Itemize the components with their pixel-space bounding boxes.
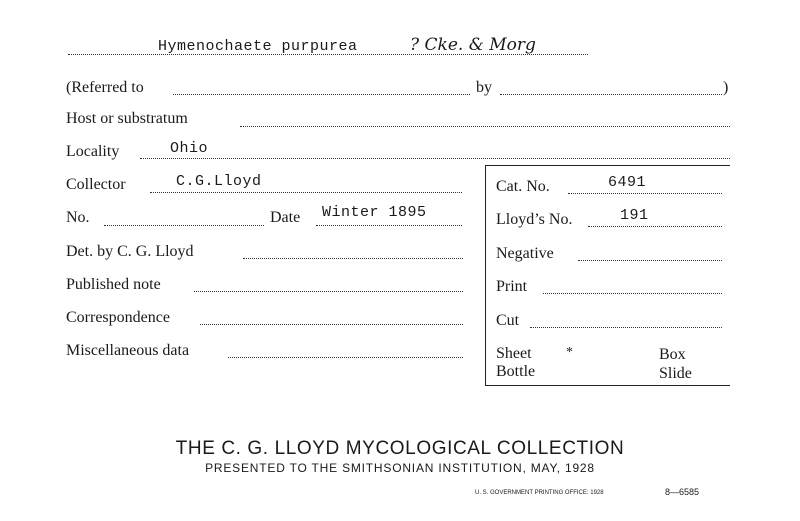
published-label: Published note xyxy=(66,276,161,293)
collection-subtitle: PRESENTED TO THE SMITHSONIAN INSTITUTION, MAY, 1928 xyxy=(205,461,595,475)
cat-no-line xyxy=(568,193,722,194)
published-line xyxy=(194,291,463,292)
host-label: Host or substratum xyxy=(66,110,188,127)
det-line xyxy=(243,258,463,259)
host-line xyxy=(240,126,730,127)
negative-line xyxy=(578,260,722,261)
print-label: Print xyxy=(496,278,528,295)
collection-title: THE C. G. LLOYD MYCOLOGICAL COLLECTION xyxy=(175,438,625,459)
referred-to-line xyxy=(173,94,470,95)
printing-office-note: U. S. GOVERNMENT PRINTING OFFICE: 1928 xyxy=(475,490,604,496)
referred-to-label: (Referred to xyxy=(66,79,144,96)
cut-line xyxy=(530,327,722,328)
locality-line xyxy=(140,158,730,159)
by-label: by xyxy=(476,79,492,96)
species-annotation: ? Cke. & Morg xyxy=(410,35,536,55)
sheet-mark: * xyxy=(566,345,573,360)
print-line xyxy=(543,293,722,294)
lloyds-no-value: 191 xyxy=(620,207,649,224)
form-number: 8—6585 xyxy=(665,487,700,497)
lloyds-no-line xyxy=(588,226,722,227)
collector-value: C.G.Lloyd xyxy=(176,173,262,190)
sheet-label: Sheet xyxy=(496,345,532,362)
det-label: Det. by C. G. Lloyd xyxy=(66,243,194,260)
negative-label: Negative xyxy=(496,245,554,262)
misc-line xyxy=(228,357,463,358)
box-label: Box xyxy=(659,346,686,363)
locality-label: Locality xyxy=(66,143,120,160)
correspondence-line xyxy=(200,324,463,325)
misc-label: Miscellaneous data xyxy=(66,342,190,359)
lloyds-no-label: Lloyd’s No. xyxy=(496,211,573,228)
bottle-label: Bottle xyxy=(496,363,536,380)
date-line xyxy=(316,225,462,226)
date-label: Date xyxy=(270,209,301,226)
correspondence-label: Correspondence xyxy=(66,309,170,326)
slide-label: Slide xyxy=(659,365,692,382)
cut-label: Cut xyxy=(496,312,520,329)
no-line xyxy=(104,225,264,226)
no-label: No. xyxy=(66,209,90,226)
collector-line xyxy=(150,192,462,193)
species-name: Hymenochaete purpurea xyxy=(158,38,358,55)
by-line xyxy=(500,94,722,95)
cat-no-label: Cat. No. xyxy=(496,178,550,195)
close-paren: ) xyxy=(723,79,729,96)
date-value: Winter 1895 xyxy=(322,204,427,221)
locality-value: Ohio xyxy=(170,140,209,157)
cat-no-value: 6491 xyxy=(608,174,647,191)
collector-label: Collector xyxy=(66,176,126,193)
